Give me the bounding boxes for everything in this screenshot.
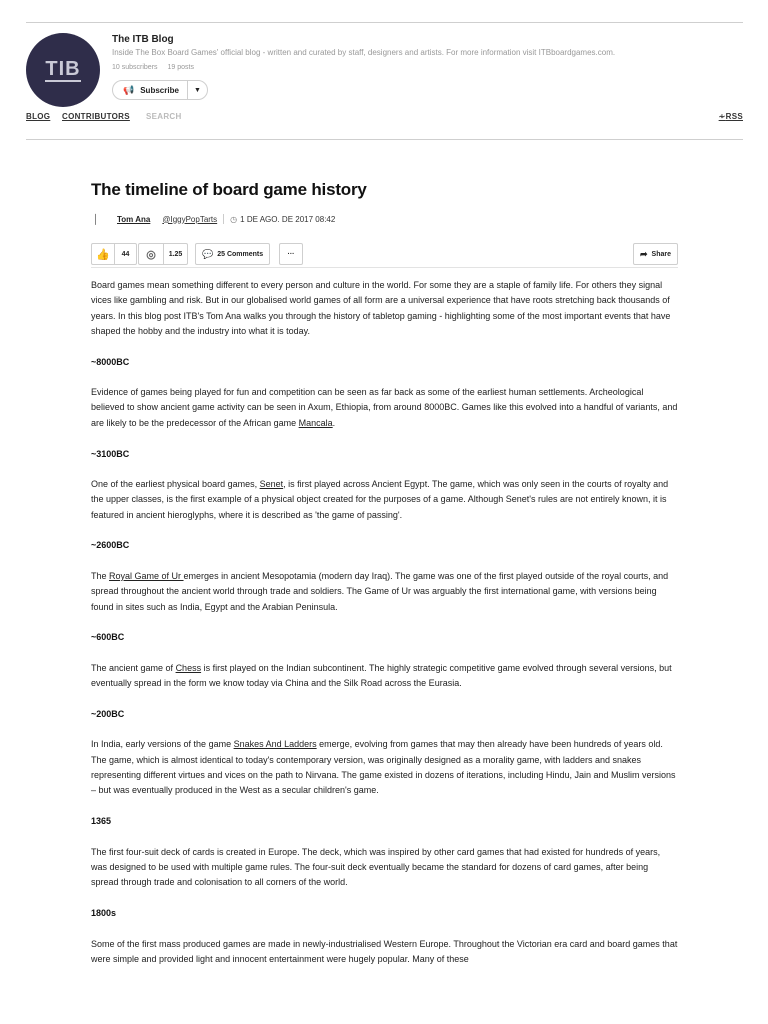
chess-link[interactable]: Chess bbox=[175, 662, 202, 673]
paragraph-text: The ancient game of bbox=[91, 662, 176, 673]
views-button[interactable] bbox=[139, 244, 163, 264]
article-byline bbox=[91, 212, 678, 226]
author-link[interactable]: Tom Ana bbox=[117, 214, 151, 224]
view-count: 1.25 bbox=[163, 244, 187, 264]
article-toolbar bbox=[91, 242, 678, 268]
paragraph-text: . bbox=[332, 417, 336, 428]
nav-search-link[interactable]: SEARCH bbox=[146, 112, 182, 121]
article-body bbox=[91, 278, 678, 967]
byline-separator bbox=[223, 214, 224, 224]
section-heading: ~200BC bbox=[91, 708, 125, 719]
section-paragraph bbox=[91, 477, 678, 523]
avatar-text: TIB bbox=[45, 58, 81, 80]
paragraph-text: , is first played across Ancient Egypt. The game, which was only seen in the courts of royalty and the upper classes, is the first example of a physical object created for the purposes of a game. Although Senet's rules are not entirely known, it is featured in ancient hieroglyphs, where it is described as 'the game of passing'. bbox=[91, 479, 669, 520]
article bbox=[91, 180, 678, 983]
publish-date: 1 DE AGO. DE 2017 08:42 bbox=[240, 214, 336, 224]
section-heading: 1800s bbox=[91, 908, 117, 919]
mancala-link[interactable]: Mancala bbox=[298, 417, 333, 428]
paragraph-text: emerge, evolving from games that may then already have been hundreds of years old. The game, which is almost identical to today's contemporary version, was originally designed as a morality game, with ladders and snakes representing different virtues and vices on the path to Nirvana. The game existed in dozens of iterations, including Hindu, Jain and Muslim versions – but was eventually produced in the West as a secular children's game. bbox=[91, 739, 676, 796]
section-heading: 1365 bbox=[91, 816, 112, 827]
paragraph-text: emerges in ancient Mesopotamia (modern day Iraq). The game was one of the first played outside of the royal courts, and spread throughout the ancient world through trade and soldiers. The Game of Ur was arguably the first international game, with versions being found in sites such as India, Egypt and the Arabian Peninsula. bbox=[91, 570, 669, 612]
nav-rss-link[interactable] bbox=[719, 112, 743, 121]
comments-label: 25 Comments bbox=[217, 250, 264, 258]
senet-link[interactable]: Senet bbox=[259, 479, 284, 490]
views-control bbox=[138, 243, 188, 265]
more-options-button[interactable] bbox=[279, 243, 303, 265]
rss-label: RSS bbox=[725, 112, 743, 121]
share-button[interactable] bbox=[633, 243, 678, 265]
paragraph-text: In India, early versions of the game bbox=[91, 739, 234, 750]
comments-button[interactable] bbox=[195, 243, 270, 265]
section-heading: ~8000BC bbox=[91, 356, 130, 367]
section-paragraph bbox=[91, 661, 678, 692]
nav-contributors-link[interactable]: CONTRIBUTORS bbox=[62, 112, 130, 121]
section-paragraph: The first four-suit deck of cards is created in Europe. The deck, which was inspired by other card games that had existed for hundreds of years, was designed to be used with multiple game rules. The four-suit deck eventually became the standard for dozens of card games, after being spread through trade and colonisation to all corners of the world. bbox=[91, 846, 661, 888]
section-paragraph bbox=[91, 569, 678, 615]
section-paragraph: Some of the first mass produced games are made in newly-industrialised Western Europe. Throughout the Victorian era card and board games that were simple and provided light and innocent entertainment were hugely popular. Many of these bbox=[91, 938, 678, 964]
like-control bbox=[91, 243, 137, 265]
like-count: 44 bbox=[114, 244, 136, 264]
ellipsis-icon: ··· bbox=[287, 250, 295, 258]
subscribe-button[interactable] bbox=[113, 81, 187, 99]
thumbs-up-icon: 👍 bbox=[96, 248, 110, 261]
subscribe-control bbox=[112, 80, 208, 100]
blog-description: Inside The Box Board Games' official blog - written and curated by staff, designers and artists. For more information visit ITBboardgames.com. bbox=[112, 48, 616, 57]
paragraph-text: One of the earliest physical board games, bbox=[91, 479, 260, 490]
blog-stats bbox=[112, 64, 202, 71]
blog-header bbox=[26, 28, 743, 138]
section-paragraph bbox=[91, 737, 678, 798]
paragraph-text: The bbox=[91, 570, 110, 581]
share-icon: ➦ bbox=[639, 248, 648, 259]
header-top-divider bbox=[26, 22, 743, 23]
header-bottom-divider bbox=[26, 139, 743, 140]
section-heading: ~2600BC bbox=[91, 540, 130, 551]
megaphone-icon: 📢 bbox=[123, 84, 135, 95]
share-label: Share bbox=[651, 250, 671, 258]
article-title: The timeline of board game history bbox=[91, 180, 367, 199]
paragraph-text: is first played on the Indian subcontinent. The highly strategic competitive game evolved through several versions, but eventually spread in the form we know today via China and the Silk Road across the Eurasia. bbox=[91, 662, 672, 689]
subscriber-count: 10 subscribers bbox=[112, 64, 158, 71]
rss-icon: ∻ bbox=[718, 112, 726, 121]
blog-name[interactable]: The ITB Blog bbox=[112, 34, 174, 45]
section-heading: ~600BC bbox=[91, 632, 125, 643]
nav-blog-link[interactable]: BLOG bbox=[26, 112, 51, 121]
views-icon: ◎ bbox=[146, 248, 156, 261]
post-count: 19 posts bbox=[167, 64, 194, 71]
like-button[interactable] bbox=[92, 244, 114, 264]
section-paragraph bbox=[91, 385, 678, 431]
paragraph-text: Evidence of games being played for fun and competition can be seen as far back as some of the earliest human settlements. Archeological believed to show ancient game activity can be seen in Axum, Ethiopia, from around 8000BC. Games like this evolved into a handful of variants, and are likely to be the predecessor of the African game bbox=[91, 387, 678, 428]
section-heading: ~3100BC bbox=[91, 448, 130, 459]
blog-avatar[interactable] bbox=[26, 33, 100, 107]
author-handle-link[interactable]: @IggyPopTarts bbox=[162, 214, 218, 224]
caret-down-icon: ▼ bbox=[193, 86, 201, 94]
clock-icon: ◷ bbox=[230, 214, 238, 224]
snakes-and-ladders-link[interactable]: Snakes And Ladders bbox=[233, 739, 317, 750]
intro-paragraph: Board games mean something different to every person and culture in the world. For some they are a staple of family life. For others they signal vices like gambling and risk. But in our globalised world games of all form are a universal experience that have roots stretching back thousands of years. In this blog post ITB's Tom Ana walks you through the history of tabletop gaming - highlighting some of the most important events that have shaped the hobby and the industry into what it is today. bbox=[91, 280, 671, 336]
comment-icon: 💬 bbox=[202, 248, 214, 259]
blog-nav bbox=[26, 112, 743, 124]
author-pin-icon: │ bbox=[93, 214, 99, 224]
royal-game-of-ur-link[interactable]: Royal Game of Ur bbox=[109, 570, 184, 581]
subscribe-dropdown-button[interactable] bbox=[187, 81, 207, 99]
subscribe-label: Subscribe bbox=[140, 85, 179, 95]
